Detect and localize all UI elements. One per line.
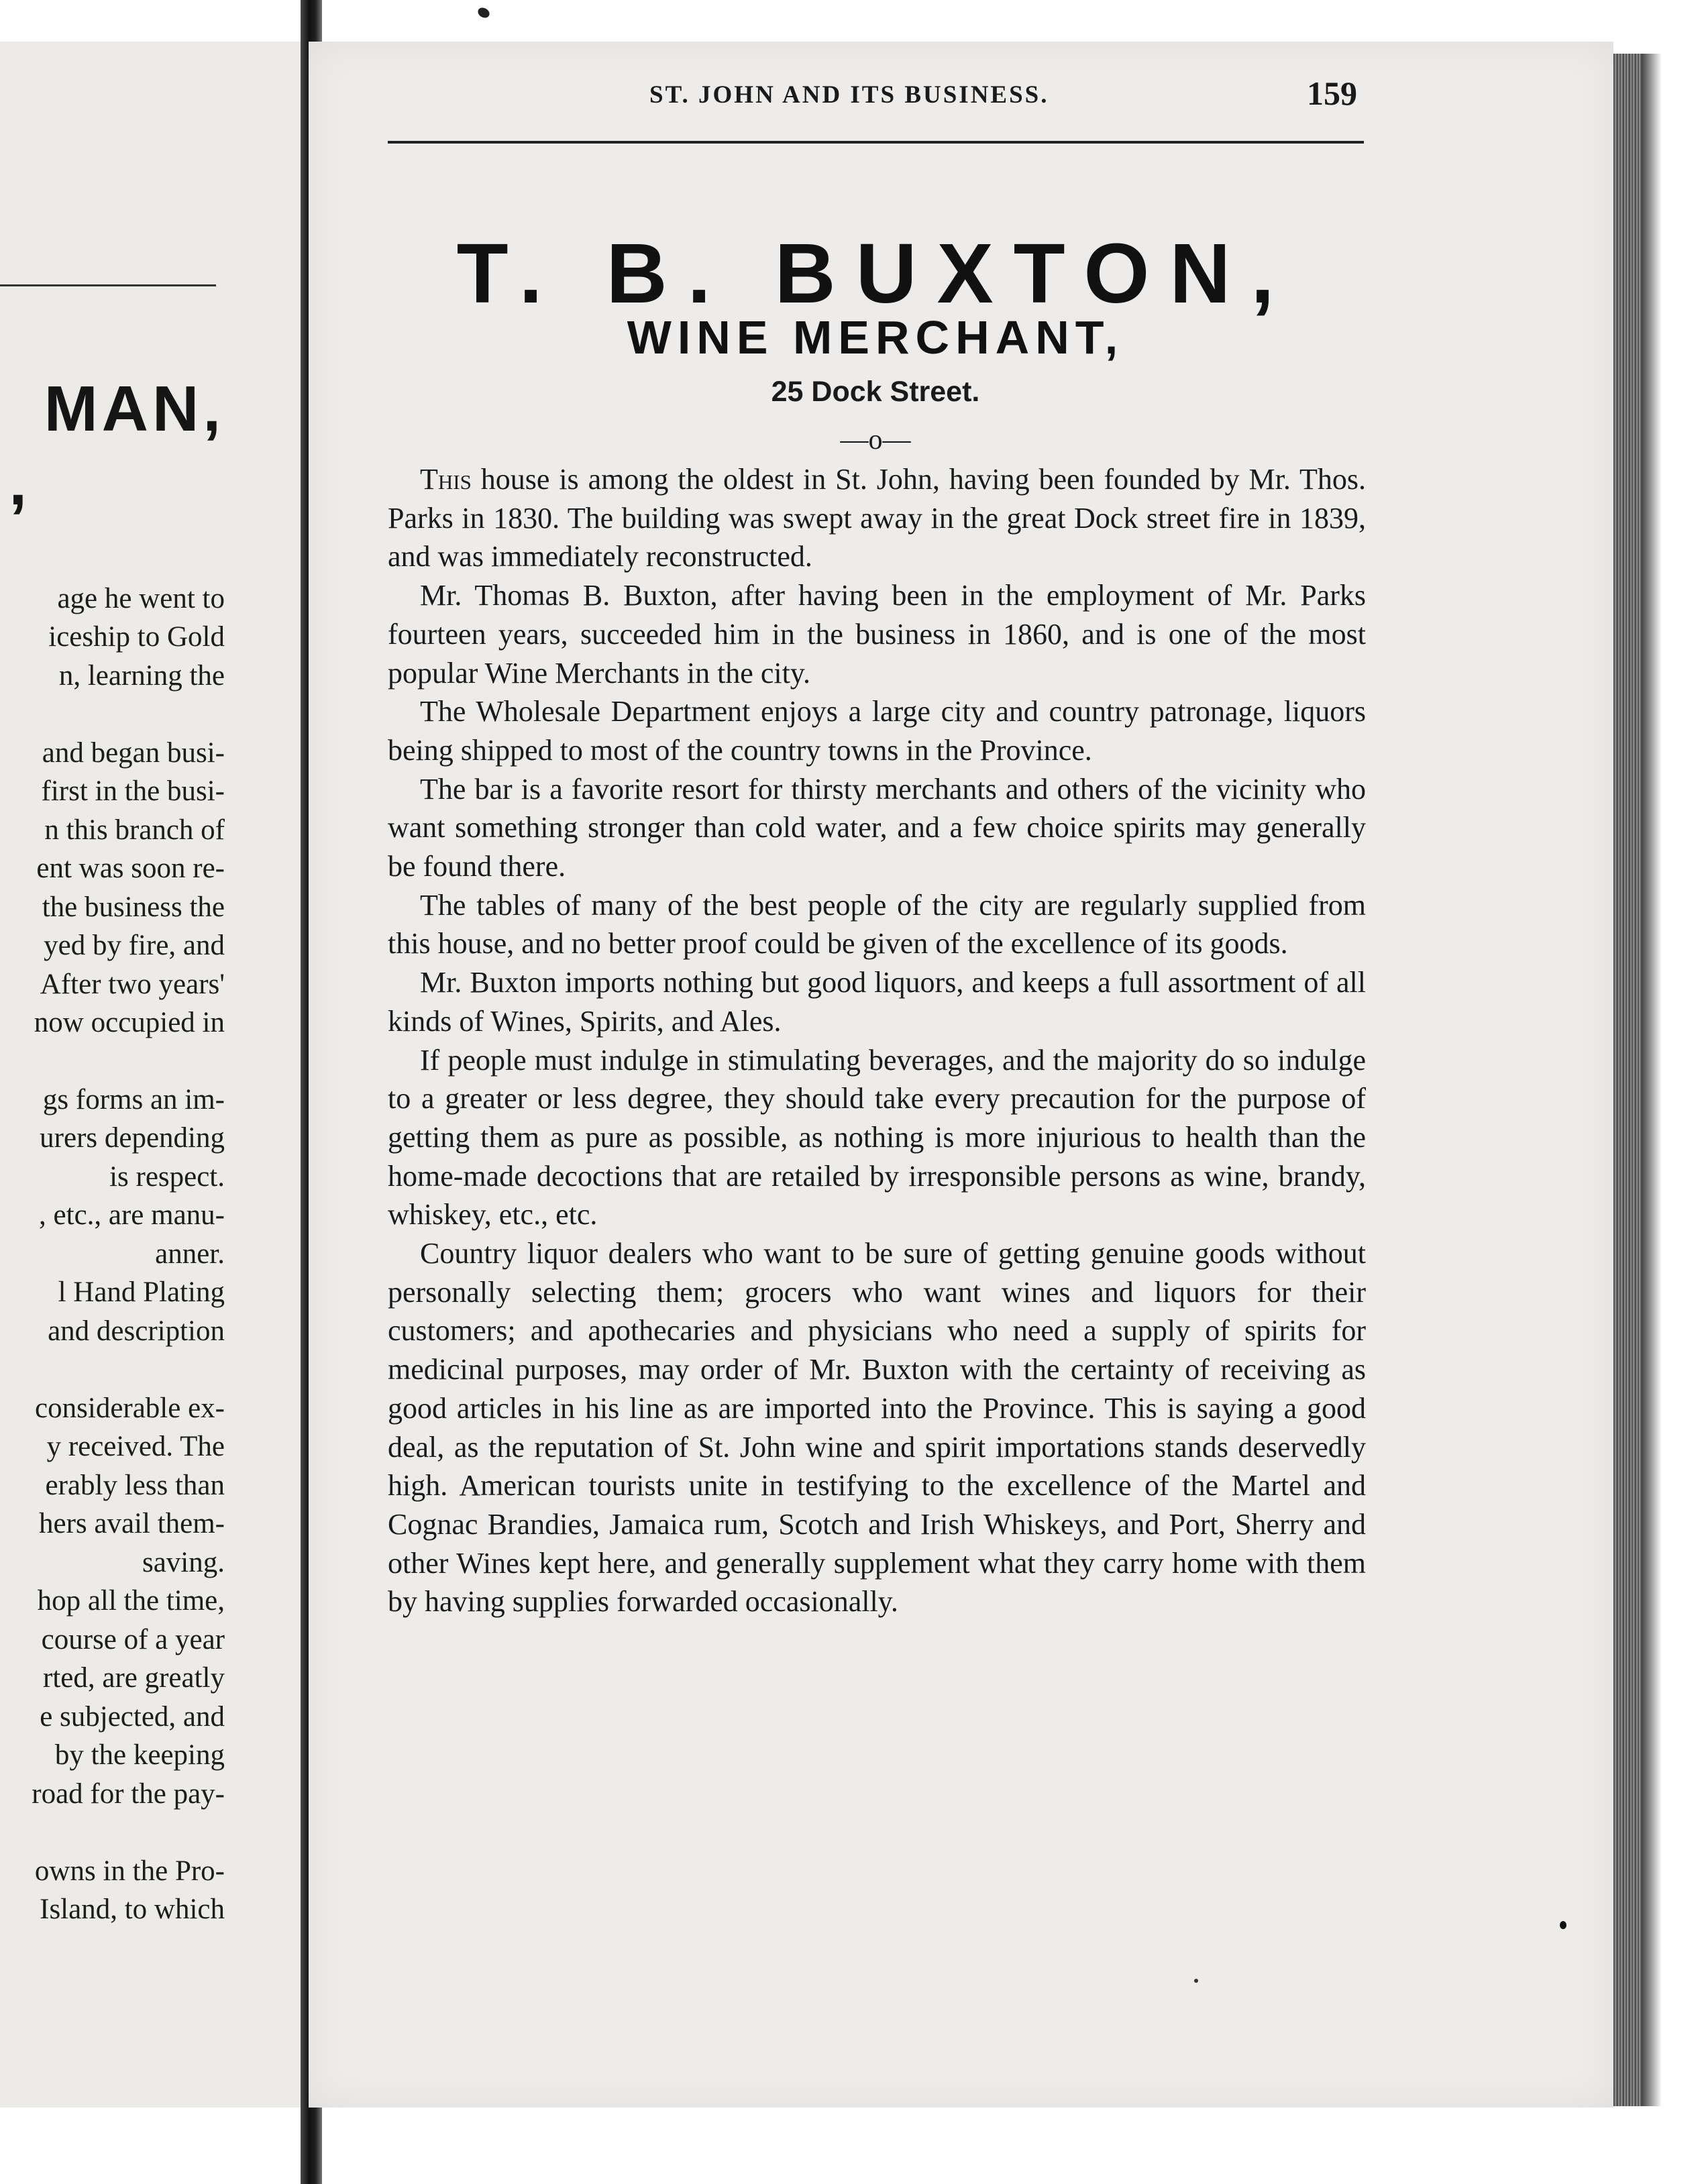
left-page-line: n this branch of bbox=[44, 814, 225, 846]
left-page-line: owns in the Pro- bbox=[34, 1855, 225, 1887]
left-page-line: age he went to bbox=[57, 583, 225, 614]
left-page-line: erably less than bbox=[45, 1470, 225, 1501]
left-page-line: gs forms an im- bbox=[42, 1084, 225, 1115]
paragraph-text: house is among the oldest in St. John, having been founded by Mr. Thos. Parks in 1830. The building was swept away in the great Dock street fire in 1839, and was immediately reconstructed. bbox=[388, 463, 1366, 574]
paragraph bbox=[388, 1041, 1366, 1235]
left-page-line: first in the busi- bbox=[41, 775, 225, 807]
left-page-line: anner. bbox=[155, 1238, 225, 1270]
left-page-line: e subjected, and bbox=[40, 1701, 225, 1733]
paragraph bbox=[388, 963, 1366, 1040]
left-page-heading: MAN, bbox=[44, 373, 225, 445]
left-page-line: Island, to which bbox=[40, 1894, 225, 1925]
paragraph-text: The bar is a favorite resort for thirsty merchants and others of the vicinity who want something stronger than cold water, and a few choice spirits may generally be found there. bbox=[388, 772, 1366, 883]
left-page-line: n, learning the bbox=[58, 660, 225, 692]
left-page-line: now occupied in bbox=[34, 1007, 225, 1038]
page-edge-shadow bbox=[1642, 54, 1662, 2106]
left-page-line: After two years' bbox=[40, 969, 225, 1000]
paragraph bbox=[388, 692, 1366, 769]
paragraph bbox=[388, 1234, 1366, 1621]
section-ornament: —o— bbox=[840, 425, 911, 455]
left-page-line: road for the pay- bbox=[32, 1778, 225, 1810]
left-page-line: ent was soon re- bbox=[36, 853, 225, 884]
page-edge bbox=[1613, 54, 1642, 2106]
running-head: ST. JOHN AND ITS BUSINESS. bbox=[649, 81, 1049, 109]
left-page-line: saving. bbox=[142, 1547, 225, 1578]
left-page-line: course of a year bbox=[41, 1624, 225, 1655]
paragraph-text: Mr. Thomas B. Buxton, after having been in the employment of Mr. Parks fourteen years, succeeded him in the business in 1860, and is one of the most popular Wine Merchants in the city. bbox=[388, 579, 1366, 690]
left-page-line: , etc., are manu- bbox=[39, 1199, 225, 1231]
scan-speck bbox=[1560, 1921, 1566, 1929]
left-page-heading-comma: , bbox=[9, 447, 27, 518]
left-page-line: y received. The bbox=[46, 1431, 225, 1462]
paragraph-text: The Wholesale Department enjoys a large city and country patronage, liquors being shipped to most of the country towns in the Province. bbox=[388, 695, 1366, 767]
paragraph-text: The tables of many of the best people of the city are regularly supplied from this house, and no better proof could be given of the excellence of its goods. bbox=[388, 888, 1366, 961]
left-page-line: the business the bbox=[42, 891, 225, 923]
paragraph-text: Country liquor dealers who want to be sure of getting genuine goods without personally selecting them; grocers who want wines and liquors for their customers; and apothecaries and physicians who need a supply of spirits for medicinal purposes, may order of Mr. Buxton with the certainty of receiving as good articles in his line as are imported into the Province. This is saying a good deal, as the reputation of St. John wine and spirit importations stands deservedly high. American tourists unite in testifying to the excellence of the Martel and Cognac Brandies, Jamaica rum, Scotch and Irish Whiskeys, and Port, Sherry and other Wines kept here, and generally supplement what they carry home with them by having supplies forwarded occasionally. bbox=[388, 1237, 1366, 1619]
left-page-line: and began busi- bbox=[42, 737, 225, 769]
paragraph-text: Mr. Buxton imports nothing but good liquors, and keeps a full assortment of all kinds of Wines, Spirits, and Ales. bbox=[388, 966, 1366, 1038]
left-page-line: by the keeping bbox=[54, 1739, 225, 1771]
left-page-line: rted, are greatly bbox=[43, 1662, 225, 1694]
scan-speck bbox=[1194, 1979, 1198, 1983]
page-number: 159 bbox=[1307, 74, 1357, 112]
left-page-line: yed by fire, and bbox=[44, 930, 225, 961]
paragraph-lead: This bbox=[420, 463, 472, 496]
paragraph bbox=[388, 770, 1366, 886]
article-body bbox=[388, 460, 1366, 1621]
left-page-line: and description bbox=[48, 1315, 225, 1347]
paragraph bbox=[388, 886, 1366, 963]
advertisement-title: T. B. BUXTON, bbox=[456, 226, 1295, 321]
paragraph-text: If people must indulge in stimulating beverages, and the majority do so indulge to a greater or less degree, they should take every precaution for the purpose of getting them as pure as possible, as nothing is more injurious to health than the home-made decoctions that are retailed by irresponsible persons as wine, brandy, whiskey, etc., etc. bbox=[388, 1043, 1366, 1232]
advertisement-subtitle: WINE MERCHANT, bbox=[627, 311, 1124, 364]
business-address: 25 Dock Street. bbox=[771, 376, 980, 408]
left-page-line: l Hand Plating bbox=[58, 1276, 225, 1308]
scan-speck bbox=[476, 5, 492, 19]
left-page-rule bbox=[0, 284, 216, 286]
left-page-line: iceship to Gold bbox=[48, 621, 225, 653]
paragraph bbox=[388, 460, 1366, 576]
previous-page-fragment bbox=[0, 42, 301, 2108]
left-page-line: urers depending bbox=[40, 1122, 225, 1154]
left-page-line: considerable ex- bbox=[35, 1393, 225, 1424]
header-rule bbox=[388, 141, 1364, 144]
left-page-line: is respect. bbox=[109, 1161, 225, 1193]
left-page-line: hers avail them- bbox=[38, 1508, 225, 1539]
paragraph bbox=[388, 576, 1366, 692]
left-page-line: hop all the time, bbox=[37, 1585, 225, 1617]
